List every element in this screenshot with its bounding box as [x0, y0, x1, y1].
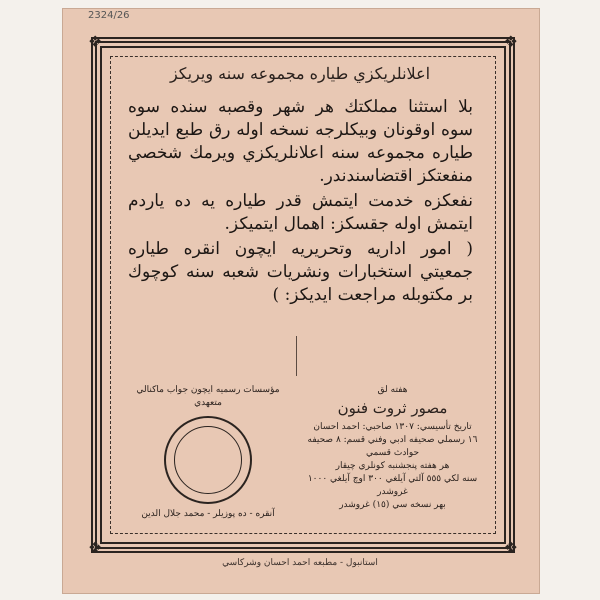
- publication-info: بهر نسخه سي (١٥) غروشدر: [339, 500, 446, 510]
- publication-info: تاريخ تأسيسي: ١٣٠٧ صاحبي: احمد احسان: [313, 422, 472, 432]
- advert-body: [128, 96, 473, 309]
- publication-name: مصور ثروت فنون: [337, 399, 448, 417]
- paragraph: ( امور اداريه وتحريريه ايچون انقره طياره جمعيتي استخبارات ونشريات شعبه سنه كوچوك بر مكتوبله مراجعت ايديكز: ): [128, 239, 473, 305]
- advert-heading: اعلانلريكزي طياره مجموعه سنه ويريكز: [169, 64, 431, 83]
- right-column: [305, 384, 480, 520]
- printer-footer: استانبول - مطبعه احمد احسان وشركاسي: [222, 558, 378, 568]
- paragraph: بلا استثنا مملكتك هر شهر وقصبه سنده سوه سوه اوقونان وبيكلرجه نسخه اوله رق طبع ايديلن طياره مجموعه سنه اعلانلريكزي ويرمك شخصي منفعتكز اقتضاسندندر.: [128, 97, 473, 186]
- left-column: [128, 384, 288, 520]
- paragraph: نفعكزه خدمت ايتمش قدر طياره يه ده ياردم ايتمش اوله جقسكز: اهمال ايتميكز.: [128, 191, 473, 234]
- supplier-title: مؤسسات رسميه ايچون جواب ماكنالي متعهدي: [136, 385, 280, 408]
- publication-info: ١٦ رسملي صحيفه ادبي وفني قسم: ٨ صحيفه حوادث قسمي: [307, 435, 478, 458]
- publication-info: هر هفته پنجشنبه كونلري چيقار: [335, 461, 450, 471]
- corner-ornament-icon: ❖: [88, 32, 103, 51]
- weekly-label: هفته لق: [377, 385, 408, 395]
- section-divider: [296, 336, 297, 376]
- publication-info: سنه لكي ٥٥٥ آلتي آيلغي ٣٠٠ اوچ آيلغي ١٠٠٠ غروشدر: [307, 474, 478, 497]
- corner-ornament-icon: ❖: [88, 538, 103, 557]
- corner-ornament-icon: ❖: [503, 538, 518, 557]
- corner-ornament-icon: ❖: [503, 32, 518, 51]
- archive-number: 2324/26: [88, 10, 130, 21]
- supplier-address: آنقره - ده پوزيلر - محمد جلال الدين: [141, 509, 275, 519]
- seal-logo: [164, 416, 252, 504]
